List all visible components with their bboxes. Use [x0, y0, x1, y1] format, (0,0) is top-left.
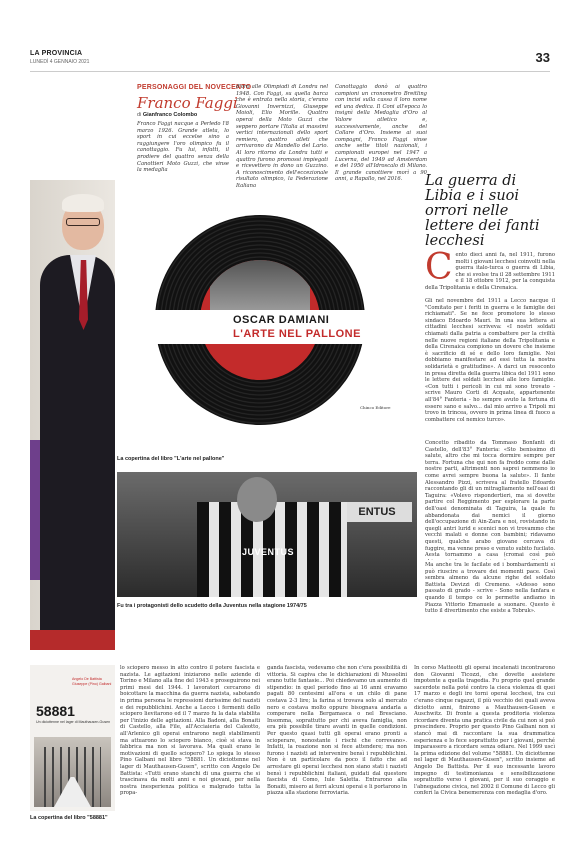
libia-text-1: ento dieci anni fa, nel 1911, furono molti i giovani lecchesi coinvolti nella guerra italo-turca o guerra di Libia, che si svolse tra il 28 settembre 1911 e il 18 ottobre 1912, per la conquista della Tripolitania e della Cirenaica. — [425, 252, 555, 291]
masthead — [30, 50, 550, 72]
caption-team: Fu tra i protagonisti dello scudetto della Juventus nella stagione 1974/75 — [117, 603, 307, 609]
book-subtitle: Un diciottenne nel lager di Mauthausen-Gusen — [36, 720, 111, 724]
record-author: OSCAR DAMIANI — [233, 314, 330, 326]
byline-author: Gianfranco Colombo — [142, 112, 198, 118]
libia-headline: La guerra di Libia e i suoi orrori nelle lettere dei fanti lecchesi — [425, 173, 540, 249]
libia-text-3: Concetto ribadito da Tommaso Bonfanti di Castello, dell'83° Fanteria: «Sto benissimo di salute, altro che mi tocca dormire sempre per terra. Fortuna che qui non fa freddo come dalle nostre parti, altrimenti non saprei nemmeno io come avrei sempre buona la salute». Il fante Alessandro Pizzi, scriveva al fratello Edoardo raccontando gli di un mitragliamento nell'oasi di Taguira: «Volevo rispondertieri, ma si dovette partire col Reggimento per esplorare la parte dell'oasi denominata di Taguira, la quale fu abbandonata dai nemici il giorno dell'occupazione di Ain-Zara e noi, rovistando in quegli antri lurid e scenici non vi trovammo che vecchi malati e donne con bambini; ridavamo questi, qualche arabo giovane cercava di fuggire, ma venne preso e venuto subito fucilato. Aesta tornammo a casa (cromai così può — [425, 440, 555, 559]
camp-gate-image — [34, 737, 111, 807]
page-number: 33 — [535, 50, 550, 65]
libia-text-2: Gli nel novembre del 1911 a Lecco nacque il "Comitato per i feriti in guerra e le famiglie dei richiamati". Se ne fece promotore lo stesso sindaco Edoardo Mauri. In una sua lettera ai cittadini lecchesi scriveva: «I nostri soldati chiamati dalla patria a combattere per la civiltà nelle nuove regioni italiane della Tripolitania e della Cirenaica compiono un dovere che insieme è sacrificio di sé e dello loro famiglie. Noi dobbiamo manifestare ad essi tutta la nostra solidarietà e gratitudine». A darci un resoconto in presa diretta della guerra libica del 1911 sono le lettere dei soldati lecchesi alle loro famiglie. «Con tutti i pericoli in cui mi sono trovato - scrive Mauro Corti di Acquate, appartenente all'84° Fanteria - ho sempre avuto la fortuna di essere sano e salvo... dal mio arrivo a Tripoli mi trovo in trincea, ovvero in prima linea di fuoco a combattere col nemico turco». — [425, 298, 555, 423]
portrait-photo — [30, 180, 115, 650]
bottom-col-3: In corso Matteotti gli operai incatenati incontrarono don Giovanni Ticozzi, che dovette assistere impotente a quella tragedia. Fu proprio quel grande sacerdote nella poté contro la cieca violenza di quei 17 marzo e degli ire torni operai lecchesi, tra cui c'erano cinque ragazzi, il più vecchio dei quali aveva diciotto anni, finirono a Mauthausen-Gusen e Auschwitz. Di fronte a questa proditoria violenza ricordare diventa una pratica civile da cui non si può prescindere. Proprio per questo Pino Galbani non si stancò mai di raccontare la sua drammatica esperienza e lo fece soprattutto per i giovani, perché imparassero a ricordare senza odiare. Nel 1999 uscì la prima edizione del volume "58881. Un diciottenne nel lager di Mauthausen-Gusen", scritto insieme ad Angelo De Battista. Per il suo incessante lavoro impegno di testimonianza e sensibilizzazione soprattutto verso i giovani, per il suo coraggio e l'abnegazione civica, nel 2002 il Comune di Lecco gli conferì la Civica benemerenza con medaglia d'oro. — [414, 665, 555, 797]
faggi-col-3: Canottaggio donò ai quattro campioni un cronometro Breitling con incisi sulla cassa il loro nome ed una dedica. Il Coni all'epoca lo insignì della Medaglia d'Oro al Valore atletico e, successivamente, anche del Collare d'Oro. Insieme ai suoi compagni, Franco Faggi vinse anche sette titoli nazionali, i campionati europei nel 1947 a Lucerna, del 1949 ad Amsterdam e del 1950 all'Idroscalo di Milano. Il grande canottiere morì a 90 anni, a Rapallo, nel 2016. — [335, 84, 427, 183]
book-authors: Angelo De Battista Giuseppe (Pino) Galbani — [72, 677, 112, 686]
book-cover-arte-nel-pallone — [145, 215, 410, 425]
label-photo — [210, 260, 310, 310]
newspaper-name: LA PROVINCIA — [30, 50, 83, 57]
faggi-kicker: PERSONAGGI DEL NOVECENTO — [137, 84, 252, 91]
glasses — [66, 218, 100, 226]
drop-cap: C — [425, 247, 453, 288]
player-head — [237, 477, 277, 522]
libia-text-4: Ma anche tra le facilate ed i bombardamenti si può riuscire a trovare dei momenti pace. Così sembra almeno da alcune righe del soldato Battista Devizzi di Cremeno. «Adesso sono passato di grado - scrive - Sono nella fanfara e quando il tempo ce lo permette andiamo in Piazza Vittorio Emanuele a suonare. Questo è tutto il divertimento che esiste a Tobruk». — [425, 562, 555, 615]
hair — [62, 194, 104, 212]
faggi-col-1: Franco Faggi nacque a Perledo l'8 marzo 1926. Grande atleta, lo sport in cui eccelse sino a raggiungere l'oro olimpico fu il canottaggio. Fu lui, infatti, il prodiere del quattro senza della Canottieri Moto Guzzi, che vinse la medaglia — [137, 121, 229, 174]
faggi-byline — [137, 112, 197, 118]
suit-jacket — [40, 255, 115, 650]
record-title: L'ARTE NEL PALLONE — [233, 328, 361, 340]
stadium-sign: ENTUS — [342, 502, 412, 522]
red-shelf — [30, 630, 115, 650]
libia-intro — [425, 247, 555, 292]
bottom-col-2: ganda fascista, vedevamo che non c'era possibilità di vittoria. Si capiva che le dichiarazioni di Mussolini erano tutte fantasie... Poi chiedevamo un aumento di stipendio: in quel periodo fino ai 16 anni eravamo pagati 80 centesimi all'ora e un chilo di pane costava 2-3 lire; la farina si trovava solo al mercato nero e costava molto oppure bisognava andarla a comperare nella Bergamasca o nel Bresciano. Insomma, soprattutto per chi aveva famiglia, non era più possibile tirare avanti in quelle condizioni. Per questo quasi tutti gli operai erano pronti a scioperare, nonostante i rischi che correvano». Infatti, la reazione non si fece attendere; ma non furono i nazisti ad intervenire bensì i repubblichini. Non è un particolare da poco il fatto che ad arrestare gli operai lecchesi non siano stati i nazisti bensì i repubblichini italiani, guidati dal questore fascista di Como, Iule Saletta. Entrarono alla Bonaiti, misero ai ferri alcuni operai e li portarono in piazza alla stazione ferroviaria. — [267, 665, 407, 797]
publisher-logo: Chinco Editore — [360, 405, 391, 410]
book-number-title: 58881 — [36, 703, 75, 719]
caption-book: La copertina del libro "58881" — [30, 815, 108, 821]
jersey-lettering: JUVENTUS — [242, 547, 295, 557]
juventus-team-photo — [117, 472, 417, 597]
title-band — [145, 310, 410, 344]
bottom-col-1: lo sciopero messo in atto contro il potere fascista e nazista. Le agitazioni iniziarono nelle aziende di Torino e Milano alla fine del 1943 e proseguirono nei primi mesi del 1944. I lavoratori cercarono di boicottare la macchina da guerra nazista, sabotando in prima persona le repressioni durissime del nazisti e dei repubblichini. Anche a Lecco i fermenti dello sciopero lievitarono ed il 7 marzo fu la data stabilita per l'inizio delle agitazioni. Alla Badoni, alla Bonaiti di Castello, alla File, all'Acciaieria del Caleotto, all'Arlenico gli operai entrarono negli stabilimenti ma attuarono lo sciopero bianco, cioè si stava in fabbrica ma non si lavorava. Ma quali erano le motivazioni di quello sciopero? Lo spiega lo stesso Pino Galbani nel libro "58881. Un diciottenne nel lager di Mauthausen-Gusen", scritto con Angelo De Battista: «Tutti erano stanchi di una guerra che si trascinava da molti anni e noi giovani, per nella nostra inesperienza politica e malgrado tutta la propa- — [120, 665, 260, 797]
book-cover-58881 — [30, 665, 115, 811]
faggi-title: Franco Faggi — [137, 94, 238, 112]
caption-record: La copertina del libro "L'arte nel pallone" — [117, 456, 225, 462]
byline-prefix: di — [137, 112, 142, 118]
issue-date: LUNEDÌ 4 GENNAIO 2021 — [30, 59, 90, 65]
faggi-col-2: d'oro alle Olimpiadi di Londra nel 1948. Con Faggi, su quella barca che è entrata nella storia, c'erano Giovanni Invernizzi, Giuseppe Moioli, Elio Morille. Quattro operai della Moto Guzzi che seppero portare l'Italia ai massimi vertici internazionali dello sport remiero, quattro atleti che arrivarono da Mandello del Lario. Al loro ritorno da Londra tutti e quattro furono promossi impiegati e ricevettero in dono un Guzzino. A riconoscimento dell'eccezionale risultato olimpico, la Federazione Italiana — [236, 84, 328, 189]
